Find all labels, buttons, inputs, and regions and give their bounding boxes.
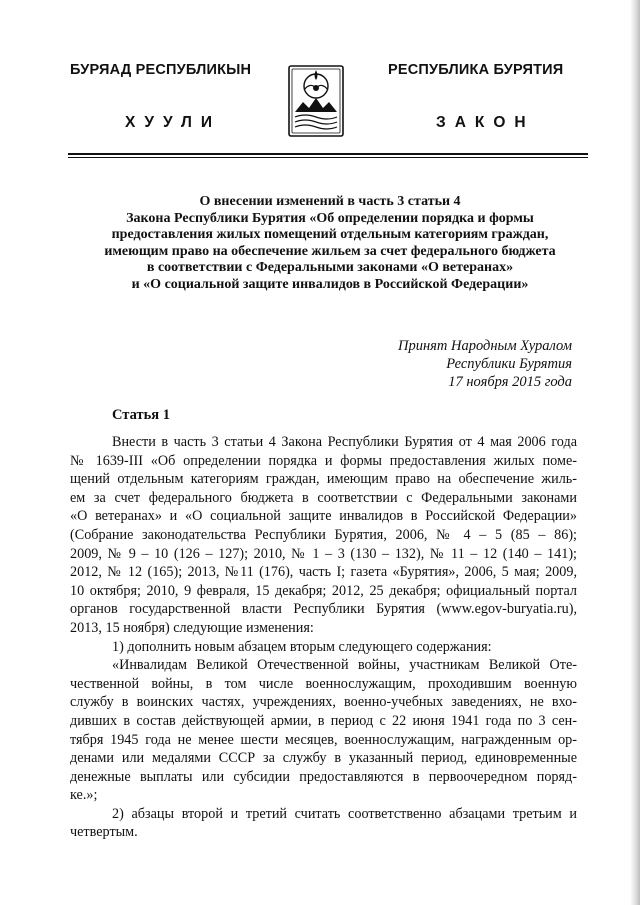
adoption-note — [398, 337, 572, 391]
law-title-line: О внесении изменений в часть 3 статьи 4 — [199, 194, 461, 209]
body-line: 10 октября; 2010, 9 февраля, 15 декабря; 2012, 25 декабря; официальный портал — [70, 582, 577, 599]
body-line: 2013, 15 ноября) следующие изменения: — [70, 619, 314, 636]
adoption-note-line: Республики Бурятия — [446, 356, 572, 372]
body-line: денежные выплаты или субсидии предоставляются в первоочередном поряд- — [70, 768, 577, 785]
body-line: ке.»; — [70, 787, 98, 804]
body-line: 1) дополнить новым абзацем вторым следующего содержания: — [112, 638, 492, 655]
law-title — [80, 194, 580, 294]
body-line: 2012, № 12 (165); 2013, №11 (176), часть I; газета «Бурятия», 2006, 5 мая; 2009, — [70, 564, 577, 581]
body-line: чественной войны, в том числе военнослужащим, проходившим военную — [70, 675, 577, 692]
body-line: 2) абзацы второй и третий считать соответственно абзацами третьим и — [112, 805, 577, 822]
body-line: № 1639-III «Об определении порядка и формы предоставления жилых поме- — [70, 452, 577, 469]
header-buryat-law: ХУУЛИ — [125, 114, 222, 131]
header-rule-thin — [68, 157, 588, 158]
body-line: дивших в состав действующей армии, в период с 22 июня 1941 года по 3 сен- — [70, 712, 577, 729]
header-rule-thick — [68, 153, 588, 155]
body-line: Внести в часть 3 статьи 4 Закона Республики Бурятия от 4 мая 2006 года — [112, 434, 577, 450]
law-title-line: Закона Республики Бурятия «Об определении порядка и формы — [126, 210, 534, 226]
header-russian-law: ЗАКОН — [436, 114, 535, 131]
header-buryat-republic: БУРЯАД РЕСПУБЛИКЫН — [70, 62, 252, 78]
scan-edge-shadow — [630, 0, 640, 905]
buryatia-coat-of-arms-icon — [287, 60, 345, 140]
body-line: щений отдельным категориям граждан, имеющим право на обеспечение жиль- — [70, 471, 577, 488]
body-line: (Собрание законодательства Республики Бурятия, 2006, № 4 – 5 (85 – 86); — [70, 526, 577, 543]
law-title-line: и «О социальной защите инвалидов в Российской Федерации» — [131, 276, 529, 292]
adoption-note-line: 17 ноября 2015 года — [448, 374, 572, 390]
body-line: денами или медалями СССР за службу в указанный период, единовременные — [70, 750, 577, 767]
header-russian-republic: РЕСПУБЛИКА БУРЯТИЯ — [388, 62, 564, 78]
body-line: службу в воинских частях, учреждениях, военно-учебных заведениях, не вхо- — [70, 694, 577, 711]
body-line: тября 1945 года не менее шести месяцев, военнослужащим, награжденным ор- — [70, 731, 577, 748]
body-line: ем за счет федерального бюджета в соответствии с Федеральными законами — [70, 489, 577, 506]
body-line: четвертым. — [70, 824, 138, 841]
body-line: органов государственной власти Республики Бурятия (www.egov-buryatia.ru), — [70, 601, 577, 618]
law-title-line: в соответствии с Федеральными законами «О ветеранах» — [146, 260, 514, 276]
law-title-line: предоставления жилых помещений отдельным категориям граждан, — [111, 227, 549, 243]
body-line: «О ветеранах» и «О социальной защите инвалидов в Российской Федерации» — [70, 508, 577, 525]
adoption-note-line: Принят Народным Хуралом — [397, 338, 572, 354]
article-heading: Статья 1 — [112, 407, 170, 423]
body-line: 2009, № 9 – 10 (126 – 127); 2010, № 1 – 3 (130 – 132), № 11 – 12 (140 – 141); — [70, 545, 577, 562]
body-line: «Инвалидам Великой Отечественной войны, участникам Великой Оте- — [112, 657, 577, 674]
article-body — [70, 433, 577, 842]
law-title-line: имеющим право на обеспечение жильем за счет федерального бюджета — [104, 243, 556, 259]
